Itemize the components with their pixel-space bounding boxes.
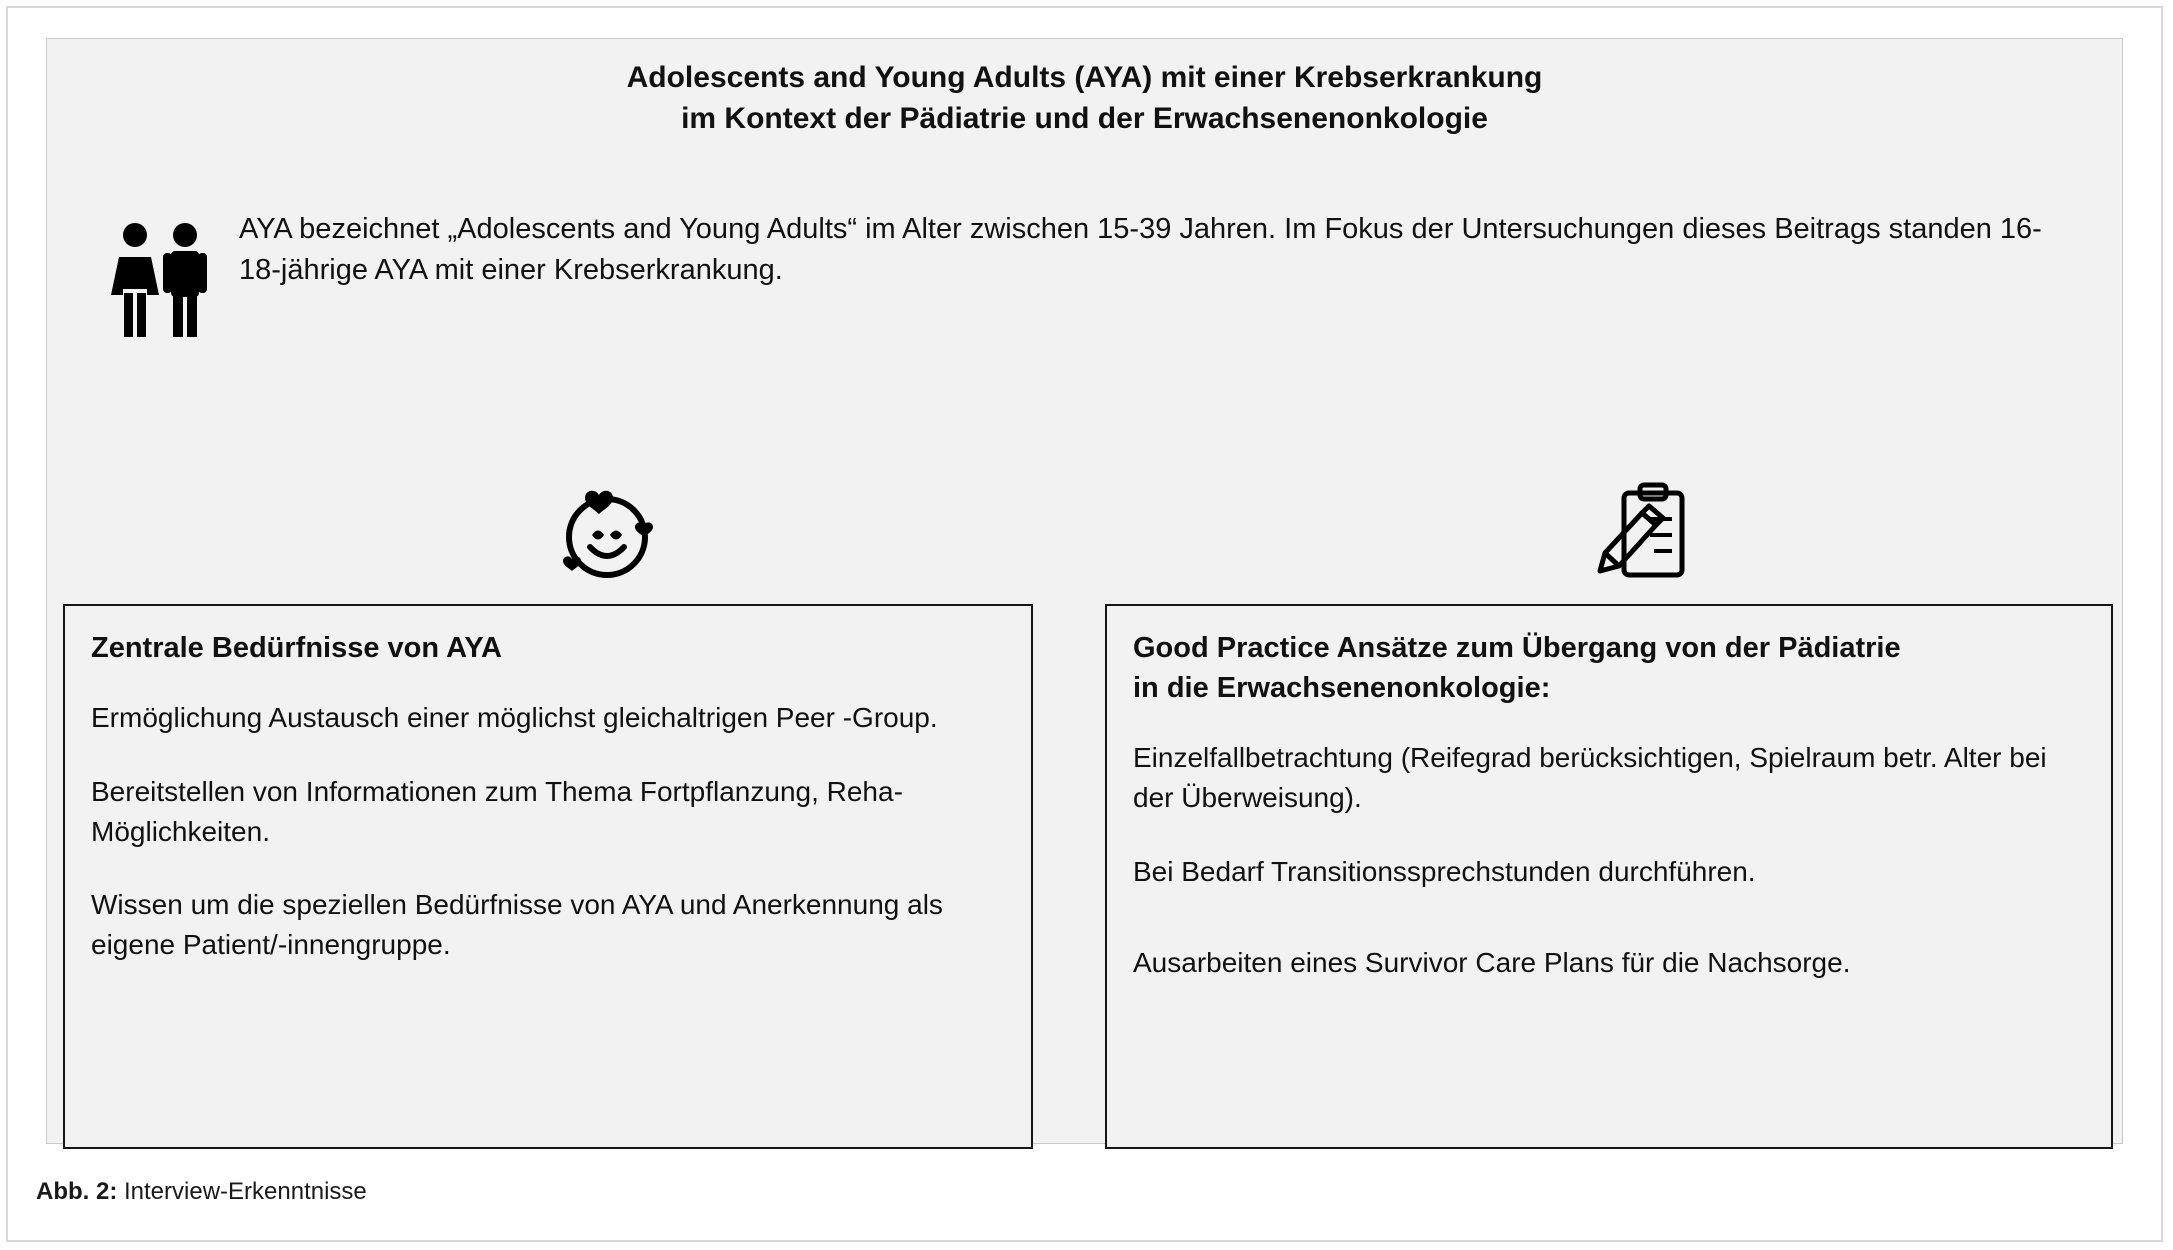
figure-title-line-1: Adolescents and Young Adults (AYA) mit einer Krebserkrankung: [626, 61, 1543, 94]
left-box-heading: Zentrale Bedürfnisse von AYA: [91, 632, 502, 664]
two-people-icon: [107, 221, 217, 341]
left-box-item-1: Ermöglichung Austausch einer möglichst gleichaltrigen Peer -Group.: [91, 702, 938, 734]
smiling-face-with-hearts-icon: [552, 479, 662, 589]
right-content-box: [1105, 604, 2113, 1149]
caption-label: Abb. 2:: [36, 1178, 118, 1205]
left-content-box: [63, 604, 1033, 1149]
right-box-heading-line-2: in die Erwachsenenonkologie:: [1133, 672, 1551, 705]
figure-caption: [36, 1178, 367, 1206]
left-box-item-3: Wissen um die speziellen Bedürfnisse von AYA und Anerkennung als eigene Patient/-innengruppe.: [91, 889, 943, 961]
right-box-item-3: Ausarbeiten eines Survivor Care Plans für die Nachsorge.: [1133, 947, 1851, 979]
right-box-heading: [1133, 628, 2085, 708]
clipboard-with-pencil-icon: [1592, 479, 1702, 589]
left-box-item-2: Bereitstellen von Informationen zum Thema Fortpflanzung, Reha-Möglichkeiten.: [91, 775, 903, 847]
intro-block: [107, 209, 2067, 329]
right-box-item-2: Bei Bedarf Transitionssprechstunden durchführen.: [1133, 855, 1756, 887]
right-box-item-1: Einzelfallbetrachtung (Reifegrad berücksichtigen, Spielraum betr. Alter bei der Überweisung).: [1133, 742, 2047, 813]
right-box-heading-line-1: Good Practice Ansätze zum Übergang von der Pädiatrie: [1133, 632, 1901, 664]
figure-panel: [46, 38, 2123, 1144]
figure-title-line-2: im Kontext der Pädiatrie und der Erwachsenenonkologie: [681, 102, 1488, 136]
intro-text: AYA bezeichnet „Adolescents and Young Adults“ im Alter zwischen 15-39 Jahren. Im Fokus der Untersuchungen dieses Beitrags standen 16-18-jährige AYA mit einer Krebserkrankung.: [239, 213, 2042, 287]
figure-title: [47, 57, 2122, 140]
caption-text: Interview-Erkenntnisse: [117, 1178, 367, 1205]
